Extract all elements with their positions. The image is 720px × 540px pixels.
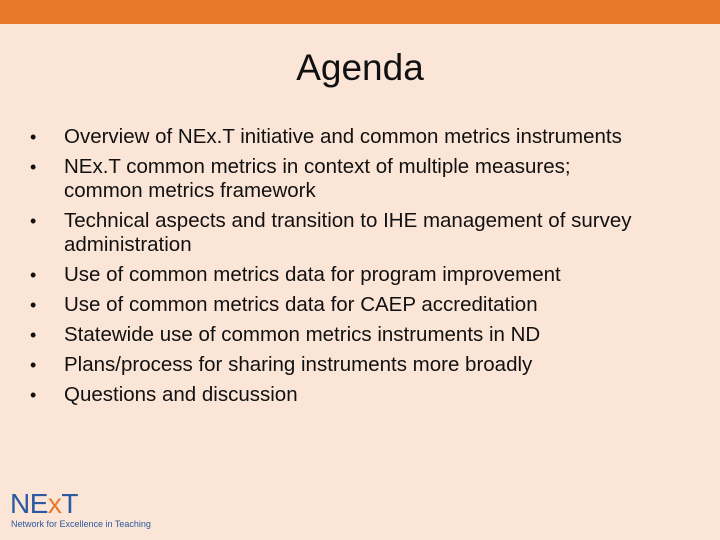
- list-item-text: Use of common metrics data for program improvement: [64, 263, 561, 286]
- next-logo: [10, 488, 170, 532]
- list-item-text: Statewide use of common metrics instruments in ND: [64, 323, 541, 346]
- logo-text-ne: NE: [10, 488, 48, 519]
- logo-text-x: x: [47, 488, 62, 519]
- bullet-icon: •: [30, 295, 37, 315]
- bullet-icon: •: [30, 325, 37, 345]
- logo-text-t: T: [61, 488, 79, 519]
- list-item-text: Plans/process for sharing instruments more broadly: [64, 353, 533, 376]
- list-item: [30, 383, 640, 407]
- list-item: [30, 125, 640, 149]
- list-item-text: Questions and discussion: [64, 383, 298, 406]
- logo-tagline: Network for Excellence in Teaching: [11, 519, 151, 529]
- list-item: [30, 155, 640, 203]
- list-item: [30, 353, 640, 377]
- list-item-text: Use of common metrics data for CAEP accreditation: [64, 293, 538, 316]
- bullet-icon: •: [30, 355, 37, 375]
- slide-title: Agenda: [296, 47, 424, 88]
- bullet-icon: •: [30, 127, 37, 147]
- list-item: [30, 323, 640, 347]
- list-item-text: Technical aspects and transition to IHE management of survey administration: [64, 209, 632, 256]
- list-item: [30, 263, 640, 287]
- bullet-icon: •: [30, 265, 37, 285]
- logo-wordmark: [10, 488, 78, 520]
- bullet-icon: •: [30, 385, 37, 405]
- top-accent-bar: [0, 0, 720, 24]
- agenda-list: [30, 125, 640, 413]
- bullet-icon: •: [30, 211, 37, 231]
- list-item-text: Overview of NEx.T initiative and common metrics instruments: [64, 125, 622, 148]
- list-item: [30, 209, 640, 257]
- list-item-text: NEx.T common metrics in context of multiple measures; common metrics framework: [64, 155, 571, 202]
- list-item: [30, 293, 640, 317]
- bullet-icon: •: [30, 157, 37, 177]
